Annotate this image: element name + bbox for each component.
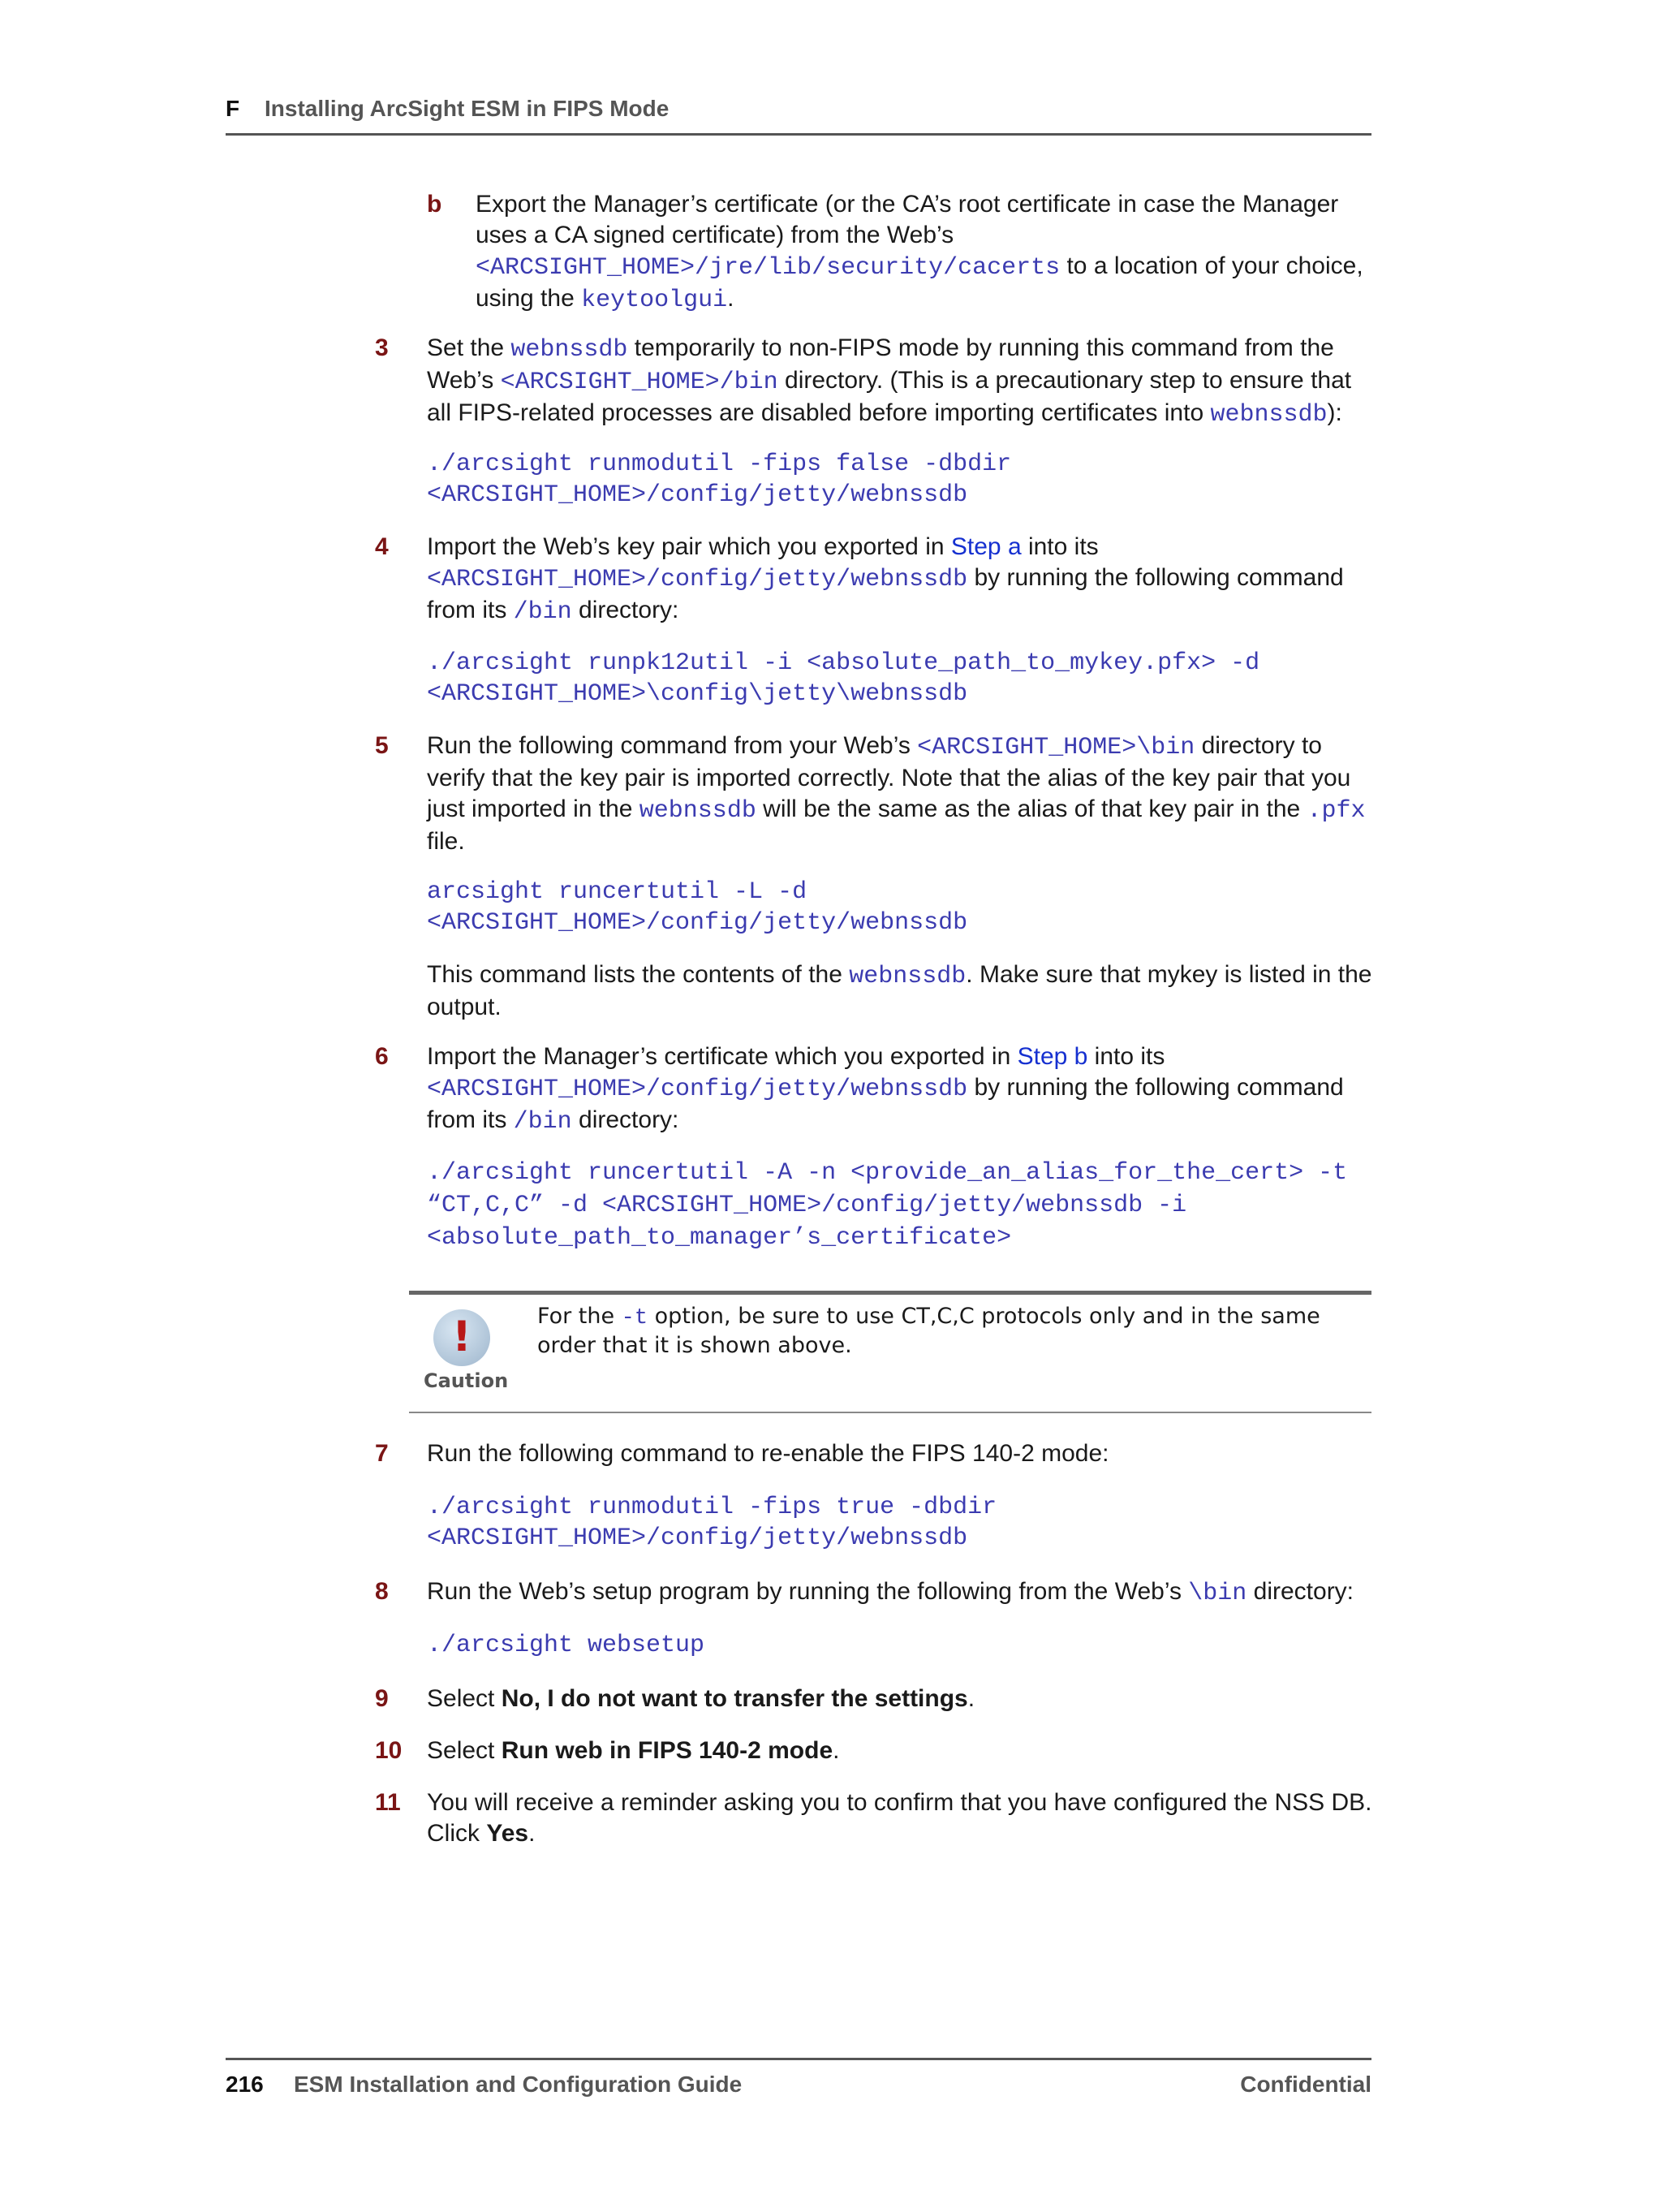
code-path: /bin — [513, 598, 572, 626]
step-text: directory to verify that the key pair is imported correctly. Note that the alias of the key pair that you just imported in the — [427, 732, 1351, 822]
page-footer — [226, 2058, 1371, 2101]
code-block: ./arcsight runcertutil -A -n <provide_an_alias_for_the_cert> -t “CT,C,C” -d <ARCSIGHT_HOME>/config/jetty/webnssdb -i <absolute_path_to_manager’s_certificate> — [427, 1159, 1348, 1252]
header-title: Installing ArcSight ESM in FIPS Mode — [265, 96, 670, 121]
step-number: 6 — [375, 1043, 389, 1070]
step-text: temporarily to non-FIPS mode by running this command from the Web’s — [427, 334, 1334, 394]
step-text: You will receive a reminder asking you to confirm that you have configured the NSS DB. Click — [427, 1789, 1372, 1847]
step-4-text — [427, 532, 1376, 627]
step-number: 7 — [375, 1440, 389, 1467]
code-block: arcsight runcertutil -L -d <ARCSIGHT_HOME>/config/jetty/webnssdb — [427, 878, 968, 937]
code-path: /bin — [513, 1108, 572, 1136]
code-term: .pfx — [1307, 797, 1366, 825]
step-text: Import the Web’s key pair which you exported in — [427, 533, 951, 560]
step-text: . — [833, 1737, 840, 1764]
step-5-followup — [427, 959, 1376, 1023]
code-block: ./arcsight runmodutil -fips false -dbdir <ARCSIGHT_HOME>/config/jetty/webnssdb — [427, 451, 1012, 509]
step-text: by running the following command from its — [427, 1074, 1344, 1133]
step-text: Export the Manager’s certificate (or the CA’s root certificate in case the Manager uses a CA signed certificate) from the Web’s — [476, 191, 1339, 248]
confidential-label: Confidential — [1240, 2072, 1371, 2097]
step-text: directory: — [1246, 1578, 1354, 1605]
step-number: 9 — [375, 1685, 389, 1712]
code-path: <ARCSIGHT_HOME>/config/jetty/webnssdb — [427, 566, 968, 593]
step-text: Run the following command from your Web’s — [427, 732, 918, 759]
step-text: directory: — [571, 1106, 679, 1133]
step-5-text — [427, 731, 1376, 857]
caution-text-part: option, be sure to use CT,C,C protocols only and in the same order that it is shown above. — [537, 1304, 1320, 1358]
code-command: keytoolgui — [581, 287, 728, 314]
caution-icon — [433, 1309, 490, 1366]
step-text: This command lists the contents of the — [427, 961, 850, 988]
caution-text-part: For the — [537, 1304, 622, 1329]
step-number: 10 — [375, 1737, 403, 1764]
step-number: 3 — [375, 334, 389, 361]
page-number: 216 — [226, 2072, 264, 2097]
step-b-text — [476, 189, 1376, 316]
step-text: Select — [427, 1737, 502, 1764]
exclamation-icon: ! — [452, 1313, 471, 1361]
caution-note — [409, 1291, 1371, 1413]
step-text: Import the Manager’s certificate which you exported in — [427, 1043, 1018, 1070]
step-11-text — [427, 1787, 1376, 1849]
code-block: ./arcsight runpk12util -i <absolute_path_to_mykey.pfx> -d <ARCSIGHT_HOME>\config\jetty\webnssdb — [427, 649, 1260, 708]
code-path: <ARCSIGHT_HOME>/bin — [500, 369, 778, 396]
step-text: Run the Web’s setup program by running the following from the Web’s — [427, 1578, 1189, 1605]
step-text: ): — [1327, 399, 1342, 426]
step-6-text — [427, 1041, 1376, 1137]
step-text: . — [528, 1820, 536, 1847]
code-term: webnssdb — [1210, 401, 1328, 429]
step-text: . — [727, 285, 734, 312]
step-number: 5 — [375, 732, 389, 759]
step-10-text — [427, 1736, 1376, 1766]
page-header — [226, 91, 1371, 136]
caution-text — [537, 1303, 1365, 1360]
code-path: \bin — [1188, 1580, 1247, 1607]
step-8-text — [427, 1576, 1376, 1609]
step-text: directory: — [571, 597, 679, 623]
ui-option-label: No, I do not want to transfer the settings — [501, 1685, 968, 1712]
step-text: to a location of your choice, using the — [476, 252, 1363, 312]
step-text: by running the following command from its — [427, 564, 1344, 623]
code-term: webnssdb — [510, 336, 628, 364]
code-block: ./arcsight runmodutil -fips true -dbdir <ARCSIGHT_HOME>/config/jetty/webnssdb — [427, 1494, 997, 1552]
step-text: into its — [1087, 1043, 1165, 1070]
code-path: <ARCSIGHT_HOME>/jre/lib/security/cacerts — [476, 254, 1061, 282]
step-7-text: Run the following command to re-enable the FIPS 140-2 mode: — [427, 1440, 1109, 1467]
step-text: Select — [427, 1685, 502, 1712]
ui-option-label: Run web in FIPS 140-2 mode — [501, 1737, 833, 1764]
footer-title: ESM Installation and Configuration Guide — [294, 2072, 743, 2097]
step-label: b — [427, 191, 442, 218]
step-text: Set the — [427, 334, 511, 361]
step-text: . — [967, 1685, 975, 1712]
step-b-link[interactable]: Step b — [1017, 1043, 1088, 1070]
header-appendix-letter: F — [226, 96, 240, 121]
step-text: into its — [1021, 533, 1099, 560]
ui-option-label: Yes — [486, 1820, 529, 1847]
code-path: <ARCSIGHT_HOME>/config/jetty/webnssdb — [427, 1076, 968, 1103]
step-3-text — [427, 333, 1376, 430]
code-option: -t — [621, 1306, 648, 1330]
step-number: 4 — [375, 533, 389, 560]
step-text: directory. (This is a precautionary step to ensure that all FIPS-related processes are disabled before importing certificates into — [427, 367, 1352, 426]
code-term: webnssdb — [849, 963, 967, 990]
step-number: 8 — [375, 1578, 389, 1605]
code-term: webnssdb — [639, 797, 756, 825]
step-text: file. — [427, 828, 465, 855]
step-a-link[interactable]: Step a — [950, 533, 1022, 560]
step-9-text — [427, 1684, 1376, 1714]
code-block: ./arcsight websetup — [427, 1632, 705, 1659]
step-text: . Make sure that mykey is listed in the output. — [427, 961, 1372, 1020]
step-text: will be the same as the alias of that key pair in the — [756, 796, 1307, 822]
code-path: <ARCSIGHT_HOME>\bin — [917, 734, 1195, 761]
step-number: 11 — [375, 1789, 401, 1816]
caution-label: Caution — [424, 1369, 509, 1392]
